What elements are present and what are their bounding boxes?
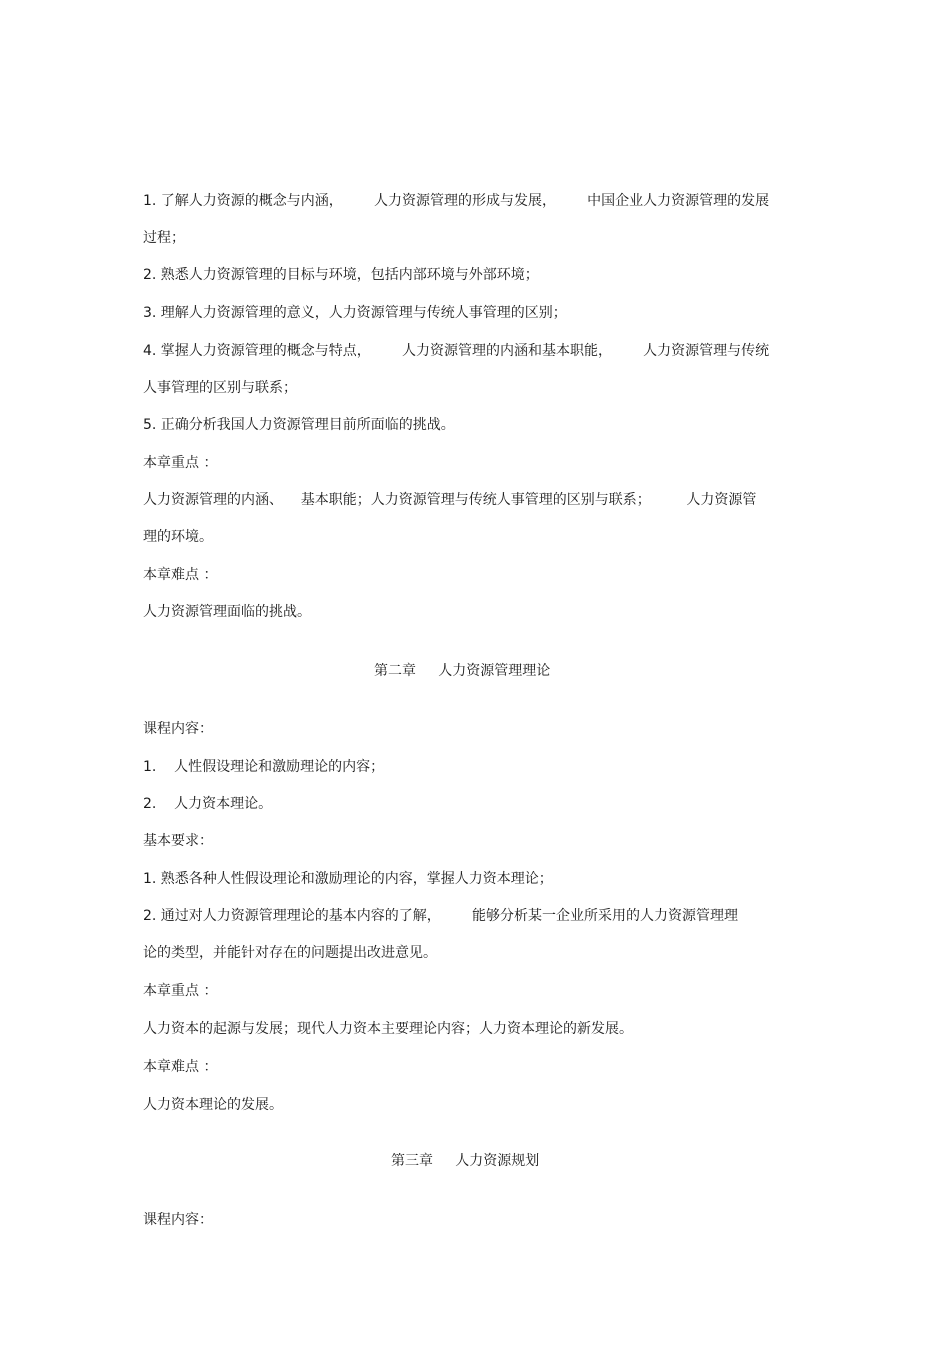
section-label: 本章重点 ： — [143, 455, 218, 471]
chapter-title: 第二章 人力资源管理理论 — [374, 663, 551, 679]
paragraph-line: 人力资本理论的发展。 — [143, 1097, 283, 1113]
section-label: 课程内容： — [143, 1212, 213, 1228]
list-item: 1. 人性假设理论和激励理论的内容； — [143, 759, 385, 775]
paragraph-line: 人力资源管理面临的挑战。 — [143, 604, 311, 620]
paragraph-line: 过程； — [143, 230, 185, 246]
section-label: 本章重点 ： — [143, 983, 218, 999]
paragraph-line: 人力资本的起源与发展；现代人力资本主要理论内容；人力资本理论的新发展。 — [143, 1021, 633, 1037]
paragraph-line: 2. 通过对人力资源管理理论的基本内容的了解， 能够分析某一企业所采用的人力资源管理理 — [143, 908, 738, 924]
paragraph-line: 人力资源管理的内涵、 基本职能；人力资源管理与传统人事管理的区别与联系； 人力资源管 — [143, 492, 757, 508]
chapter-title: 第三章 人力资源规划 — [391, 1153, 540, 1169]
paragraph-line: 人事管理的区别与联系； — [143, 380, 297, 396]
list-item: 2. 人力资本理论。 — [143, 796, 273, 812]
section-label: 课程内容： — [143, 721, 213, 737]
section-label: 本章难点 ： — [143, 567, 218, 583]
paragraph-line: 理的环境。 — [143, 529, 213, 545]
paragraph-line: 3. 理解人力资源管理的意义，人力资源管理与传统人事管理的区别； — [143, 305, 567, 321]
paragraph-line: 论的类型，并能针对存在的问题提出改进意见。 — [143, 945, 437, 961]
paragraph-line: 2. 熟悉人力资源管理的目标与环境，包括内部环境与外部环境； — [143, 267, 539, 283]
paragraph-line: 1. 熟悉各种人性假设理论和激励理论的内容，掌握人力资本理论； — [143, 871, 553, 887]
paragraph-line: 5. 正确分析我国人力资源管理目前所面临的挑战。 — [143, 417, 455, 433]
section-label: 本章难点 ： — [143, 1059, 218, 1075]
paragraph-line: 1. 了解人力资源的概念与内涵， 人力资源管理的形成与发展， 中国企业人力资源管理的发展 — [143, 193, 770, 209]
section-label: 基本要求： — [143, 833, 213, 849]
paragraph-line: 4. 掌握人力资源管理的概念与特点， 人力资源管理的内涵和基本职能， 人力资源管理与传统 — [143, 343, 770, 359]
